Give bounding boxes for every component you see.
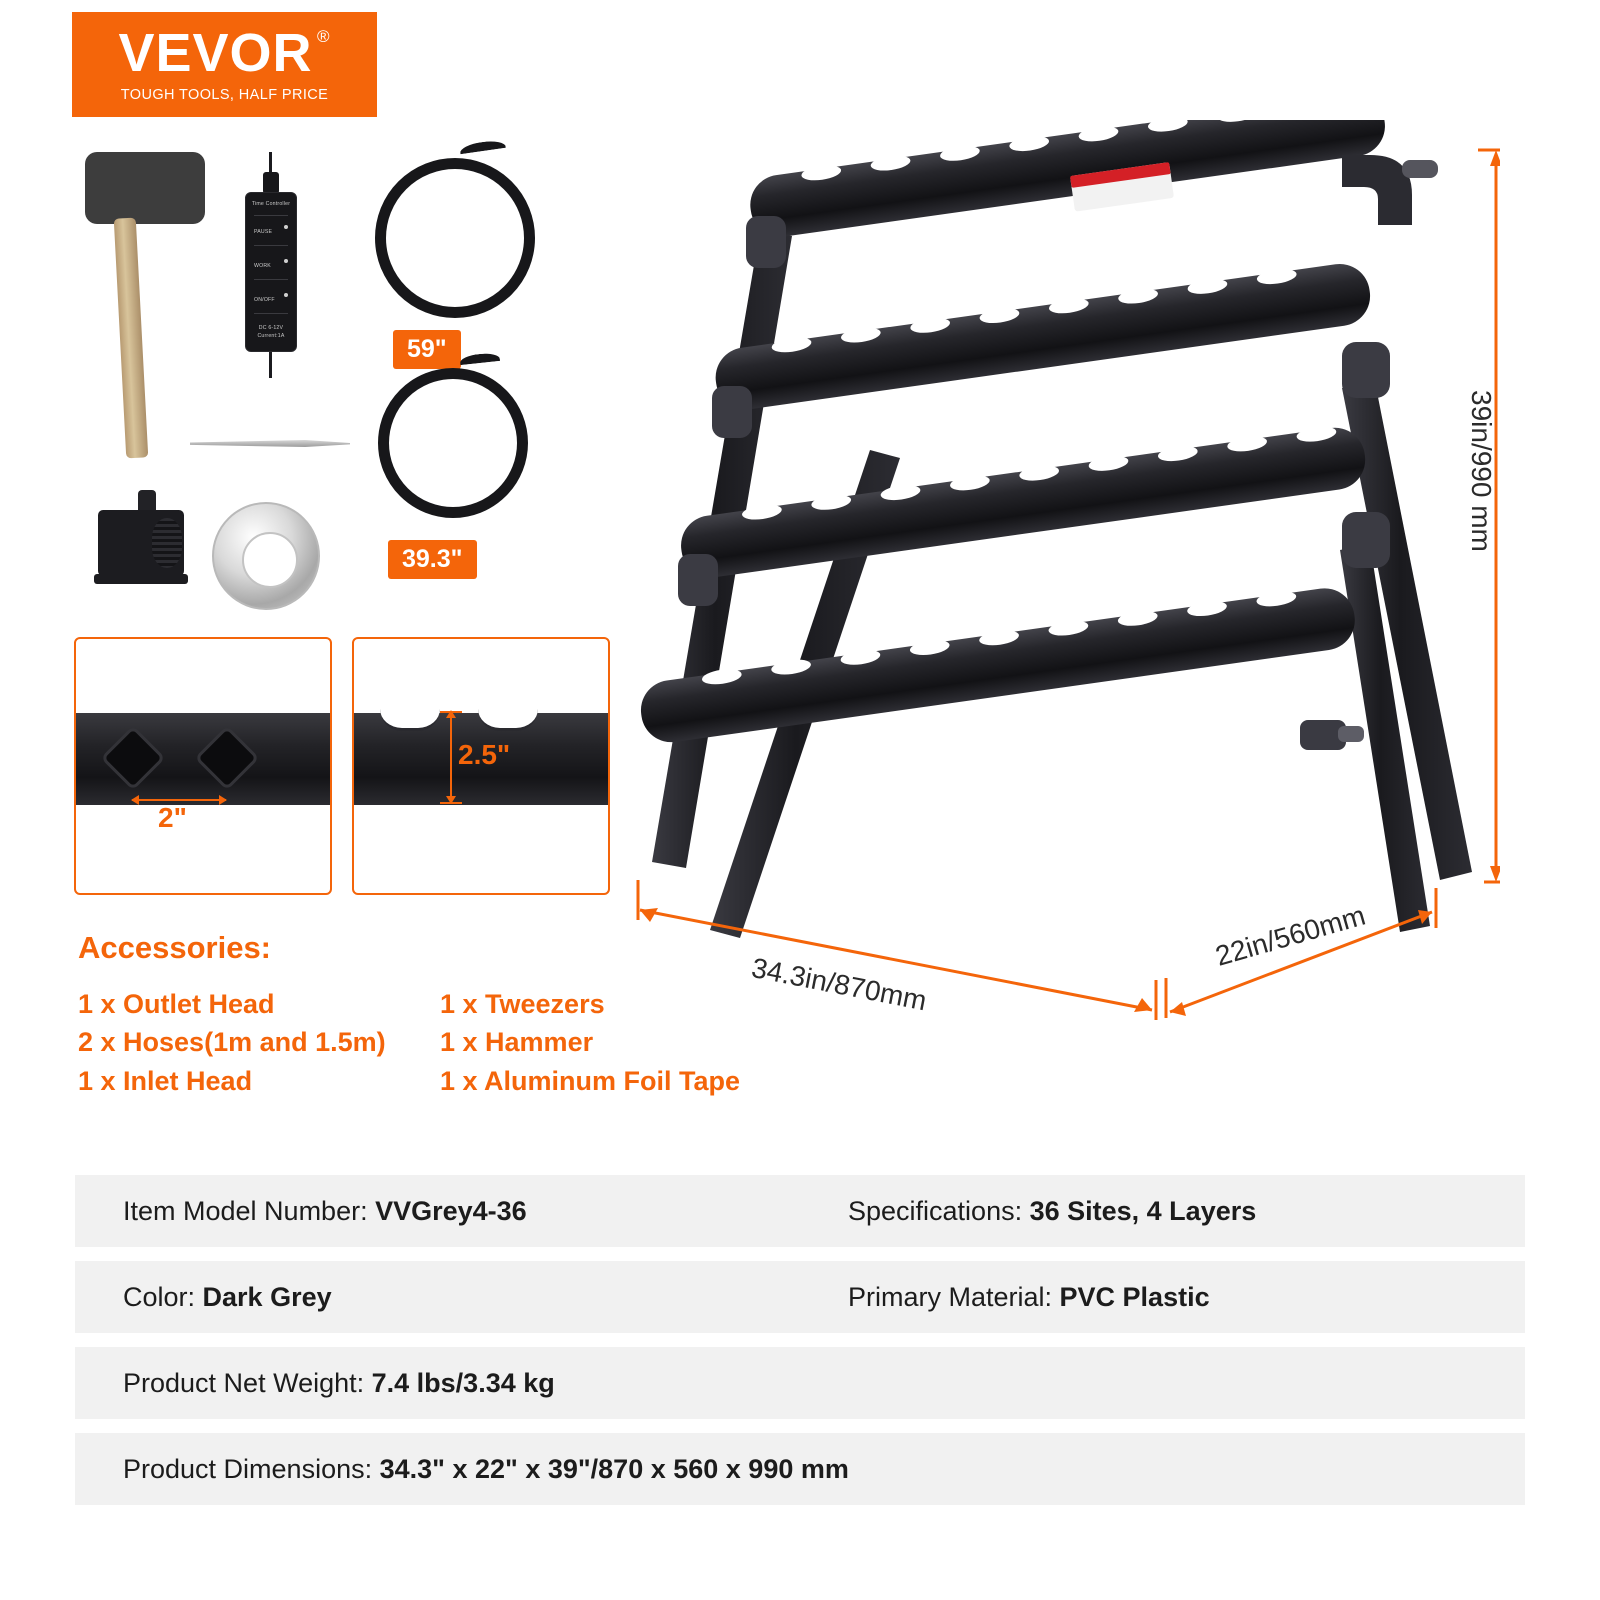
spec-value: 34.3" x 22" x 39"/870 x 560 x 990 mm bbox=[379, 1453, 849, 1484]
spec-value: Dark Grey bbox=[202, 1281, 332, 1312]
list-item: 1 x Outlet Head bbox=[78, 989, 275, 1019]
spec-label: Color: bbox=[123, 1281, 203, 1312]
hose-long-length-badge: 59" bbox=[393, 330, 461, 369]
tower-outlet-fitting bbox=[1300, 720, 1364, 750]
spec-value: PVC Plastic bbox=[1059, 1281, 1210, 1312]
hole-spacing-arrow bbox=[132, 799, 226, 801]
table-row bbox=[75, 1175, 1525, 1247]
pump-foot-icon bbox=[94, 574, 188, 584]
list-item: 2 x Hoses(1m and 1.5m) bbox=[78, 1027, 386, 1058]
detail-hole-spacing bbox=[74, 637, 332, 895]
vevor-logo bbox=[72, 12, 377, 117]
spec-dimensions bbox=[75, 1454, 1525, 1485]
list-item: 1 x Aluminum Foil Tape bbox=[440, 1065, 741, 1096]
spec-label: Item Model Number: bbox=[123, 1195, 376, 1226]
spec-net-weight bbox=[75, 1368, 1525, 1399]
hose-short-length-badge: 39.3" bbox=[388, 540, 477, 579]
hydroponic-tower-svg bbox=[600, 120, 1500, 1020]
hose-short-icon bbox=[378, 368, 528, 518]
spec-label: Product Dimensions: bbox=[123, 1453, 380, 1484]
controller-title: Time Controller bbox=[251, 201, 291, 207]
controller-footer: DC 6-12V Current:1A bbox=[257, 325, 285, 339]
dimension-depth-label: 22in/560mm bbox=[1212, 899, 1369, 972]
spec-label: Primary Material: bbox=[848, 1281, 1060, 1312]
controller-label-1: PAUSE bbox=[254, 229, 273, 235]
spec-value: 36 Sites, 4 Layers bbox=[1029, 1195, 1257, 1226]
spec-label: Product Net Weight: bbox=[123, 1367, 372, 1398]
tower-inlet-elbow bbox=[1342, 155, 1438, 225]
spec-model bbox=[75, 1196, 800, 1227]
brand-wordmark bbox=[118, 23, 331, 83]
spec-value: 7.4 lbs/3.34 kg bbox=[371, 1367, 555, 1398]
hole-spacing-label: 2" bbox=[158, 802, 187, 833]
table-row bbox=[75, 1433, 1525, 1505]
registered-trademark-icon: ® bbox=[317, 27, 331, 46]
brand-name: VEVOR bbox=[118, 23, 313, 83]
specification-table bbox=[75, 1175, 1525, 1519]
controller-label-2: WORK bbox=[254, 263, 271, 269]
brand-tagline: TOUGH TOOLS, HALF PRICE bbox=[120, 87, 329, 103]
hose-long-tail-icon bbox=[459, 139, 507, 161]
accessory-illustrations bbox=[60, 130, 640, 620]
table-row bbox=[75, 1347, 1525, 1419]
detail-notch-depth bbox=[352, 637, 610, 895]
list-item: 1 x Tweezers bbox=[440, 989, 605, 1019]
list-item: 1 x Hammer bbox=[440, 1027, 594, 1058]
hammer-head-icon bbox=[85, 152, 205, 224]
list-item: 1 x Inlet Head bbox=[78, 1065, 253, 1096]
spec-color bbox=[75, 1282, 800, 1313]
table-row bbox=[75, 1261, 1525, 1333]
accessories-column-1 bbox=[78, 985, 438, 1100]
controller-divider-4 bbox=[254, 313, 288, 314]
controller-cap-icon bbox=[263, 172, 279, 194]
product-illustration bbox=[600, 120, 1500, 1020]
spec-specifications bbox=[800, 1196, 1525, 1227]
spec-material bbox=[800, 1282, 1525, 1313]
controller-divider-2 bbox=[254, 245, 288, 246]
tweezers-icon bbox=[190, 430, 350, 456]
hammer-handle-icon bbox=[114, 218, 149, 459]
dimension-width-label: 34.3in/870mm bbox=[749, 952, 930, 1017]
aluminum-foil-tape-icon bbox=[212, 502, 320, 610]
controller-cord-bottom-icon bbox=[269, 352, 272, 378]
notch-depth-label: 2.5" bbox=[458, 739, 511, 770]
timer-controller-icon bbox=[245, 192, 297, 352]
controller-label-3: ON/OFF bbox=[254, 297, 275, 303]
controller-divider bbox=[254, 215, 288, 216]
hose-long-icon bbox=[375, 158, 535, 318]
controller-divider-3 bbox=[254, 279, 288, 280]
notch-depth-arrow bbox=[450, 711, 452, 803]
accessories-heading: Accessories: bbox=[78, 930, 272, 965]
pump-grill-icon bbox=[152, 518, 182, 568]
spec-label: Specifications: bbox=[848, 1195, 1030, 1226]
spec-value: VVGrey4-36 bbox=[375, 1195, 527, 1226]
dimension-height-label: 39in/990 mm bbox=[1466, 390, 1497, 552]
hose-short-tail-icon bbox=[459, 352, 500, 370]
